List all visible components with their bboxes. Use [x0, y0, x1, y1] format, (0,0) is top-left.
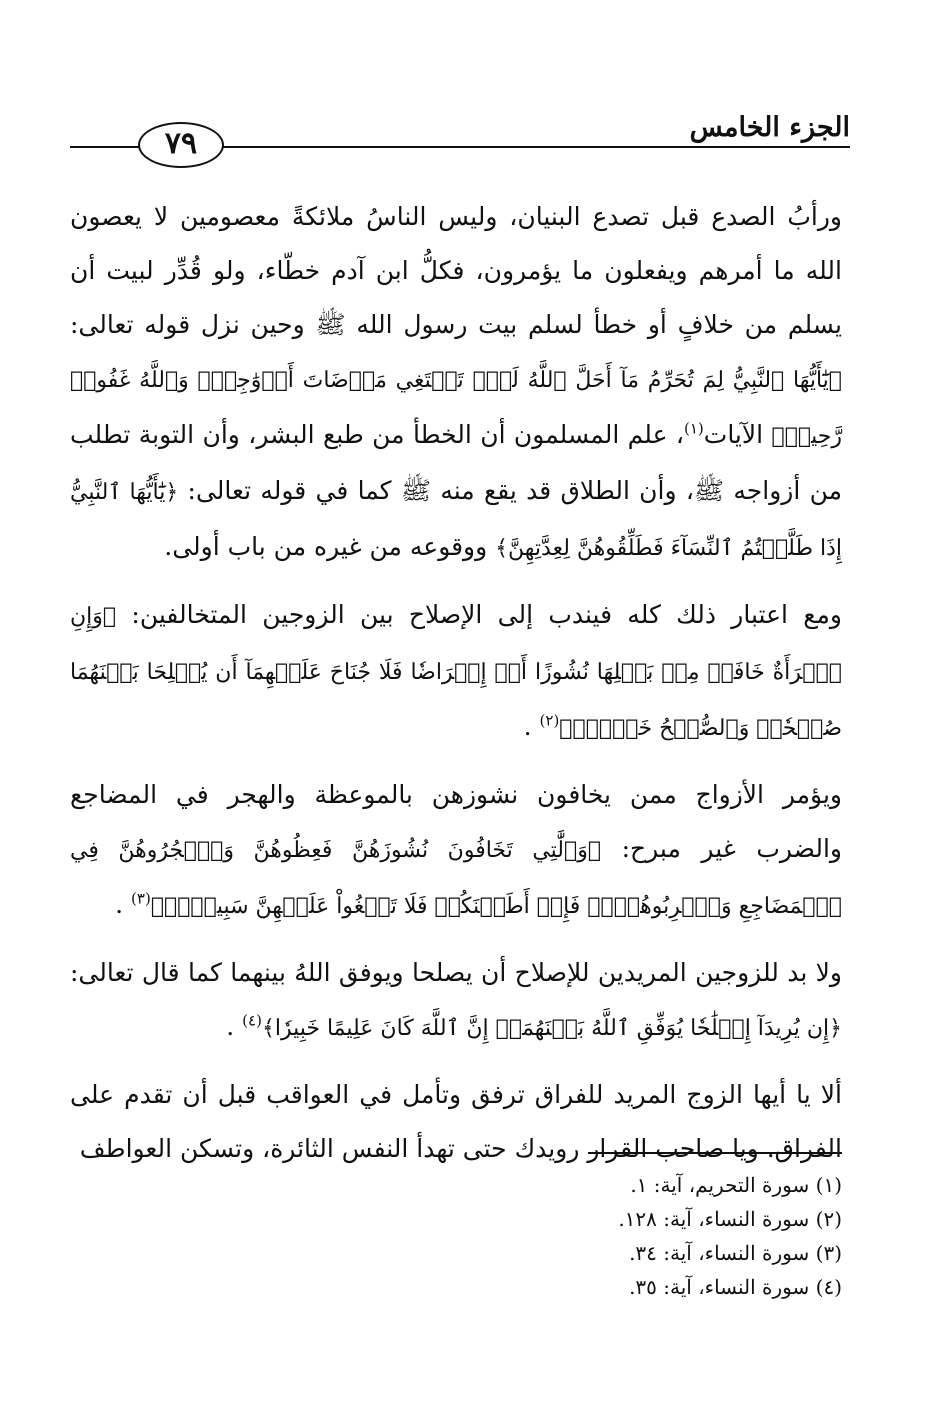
- page-header: [70, 112, 850, 162]
- footnote-ref: (٣): [131, 889, 151, 908]
- text-run: ووقوعه من غيره من باب أولى.: [164, 532, 488, 561]
- text-run: ألا يا أيها الزوج المريد للفراق ترفق وتأمل في العواقب قبل أن تقدم على الفراق. ويا صاحب القرار رويدك حتى تهدأ النفس الثائرة، وتسكن العواطف: [70, 1080, 842, 1163]
- paragraph-2: ومع اعتبار ذلك كله فيندب إلى الإصلاح بين الزوجين المتخالفين: ﴿وَإِنِ ٱمۡرَأَةٌ خَافَتۡ مِنۢ بَعۡلِهَا نُشُوزًا أَوۡ إِعۡرَاضٗا فَلَا جُنَاحَ عَلَيۡهِمَآ أَن يُصۡلِحَا بَيۡنَهُمَا صُلۡحٗاۚ وَٱلصُّلۡحُ خَيۡرٞۗ﴾$^{(٢)}$ .: [70, 600, 842, 741]
- footnote-ref: (٢): [539, 711, 560, 730]
- quran-verse: ﴿وَٱلَّٰتِي تَخَافُونَ نُشُوزَهُنَّ فَعِظُوهُنَّ وَٱهۡجُرُوهُنَّ فِي ٱلۡمَضَاجِعِ وَٱضۡرِبُوهُنَّۖ فَإِنۡ أَطَعۡنَكُمۡ فَلَا تَبۡغُواْ عَلَيۡهِنَّ سَبِيلًاۗ﴾: [70, 838, 842, 919]
- running-title: الجزء الخامس: [689, 112, 850, 143]
- quran-verse: ﴿يَٰٓأَيُّهَا ٱلنَّبِيُّ إِذَا طَلَّقۡتُمُ ٱلنِّسَآءَ فَطَلِّقُوهُنَّ لِعِدَّتِهِنَّ﴾: [70, 480, 842, 561]
- quran-verse: ﴿إِن يُرِيدَآ إِصۡلَٰحٗا يُوَفِّقِ ٱللَّهُ بَيۡنَهُمَآۗ إِنَّ ٱللَّهَ كَانَ عَلِيمًا خَبِيرٗا﴾: [261, 1016, 842, 1041]
- text-run: ، علم المسلمون أن الخطأ من طبع البشر، وأن التوبة تطلب من أزواجه ﷺ، وأن الطلاق قد يقع منه ﷺ كما في قوله تعالى:: [70, 420, 842, 505]
- text-run: ولا بد للزوجين المريدين للإصلاح أن يصلحا ويوفق اللهُ بينهما كما قال تعالى:: [70, 958, 842, 987]
- footnotes: [442, 1168, 842, 1304]
- footnote-ref: (٤): [242, 1011, 262, 1030]
- text-run: ورأبُ الصدع قبل تصدع البنيان، وليس الناسُ ملائكةً معصومين لا يعصون الله ما أمرهم ويفعلون ما يؤمرون، فكلُّ ابن آدم خطّاء، ولو قُدِّر لبيت أن يسلم من خلافٍ أو خطأ لسلم بيت رسول الله ﷺ وحين نزل قوله تعالى:: [70, 202, 842, 339]
- footnote-1: (١) سورة التحريم، آية: ١.: [630, 1173, 842, 1197]
- text-run: الآيات: [703, 420, 764, 449]
- page-number: ٧٩: [138, 122, 224, 168]
- footnote-rule: [588, 1152, 842, 1154]
- paragraph-1: [70, 190, 842, 576]
- paragraph-3: ويؤمر الأزواج ممن يخافون نشوزهن بالموعظة والهجر في المضاجع والضرب غير مبرح: ﴿وَٱلَّٰتِي تَخَافُونَ نُشُوزَهُنَّ فَعِظُوهُنَّ وَٱهۡجُرُوهُنَّ فِي ٱلۡمَضَاجِعِ وَٱضۡرِبُوهُنَّۖ فَإِنۡ أَطَعۡنَكُمۡ فَلَا تَبۡغُواْ عَلَيۡهِنَّ سَبِيلًاۗ﴾$^{(٣)}$ .: [70, 780, 842, 919]
- quran-verse: ﴿وَإِنِ ٱمۡرَأَةٌ خَافَتۡ مِنۢ بَعۡلِهَا نُشُوزًا أَوۡ إِعۡرَاضٗا فَلَا جُنَاحَ عَلَيۡهِمَآ أَن يُصۡلِحَا بَيۡنَهُمَا صُلۡحٗاۚ وَٱلصُّلۡحُ خَيۡرٞۗ﴾: [70, 604, 842, 741]
- footnote-ref: (١): [684, 419, 704, 438]
- quran-verse: ﴿يَٰٓأَيُّهَا ٱلنَّبِيُّ لِمَ تُحَرِّمُ مَآ أَحَلَّ ٱللَّهُ لَكَۖ تَبۡتَغِي مَرۡضَاتَ أَزۡوَٰجِكَۚ وَٱللَّهُ غَفُورٞ رَّحِيمٞ﴾: [70, 368, 842, 449]
- body-text: [70, 190, 842, 1188]
- paragraph-4: ولا بد للزوجين المريدين للإصلاح أن يصلحا ويوفق اللهُ بينهما كما قال تعالى: ﴿إِن يُرِيدَآ إِصۡلَٰحٗا يُوَفِّقِ ٱللَّهُ بَيۡنَهُمَآۗ إِنَّ ٱللَّهَ كَانَ عَلِيمًا خَبِيرٗا﴾$^{(٤)}$ .: [70, 958, 842, 1041]
- text-run: ويؤمر الأزواج ممن يخافون نشوزهن بالموعظة والهجر في المضاجع والضرب غير مبرح:: [70, 780, 842, 863]
- footnote-3: (٣) سورة النساء، آية: ٣٤.: [629, 1241, 842, 1265]
- paragraph-5: [70, 1068, 842, 1176]
- text-run: ومع اعتبار ذلك كله فيندب إلى الإصلاح بين الزوجين المتخالفين:: [131, 600, 842, 629]
- footnote-2: (٢) سورة النساء، آية: ١٢٨.: [618, 1207, 842, 1231]
- footnote-4: (٤) سورة النساء، آية: ٣٥.: [629, 1275, 842, 1299]
